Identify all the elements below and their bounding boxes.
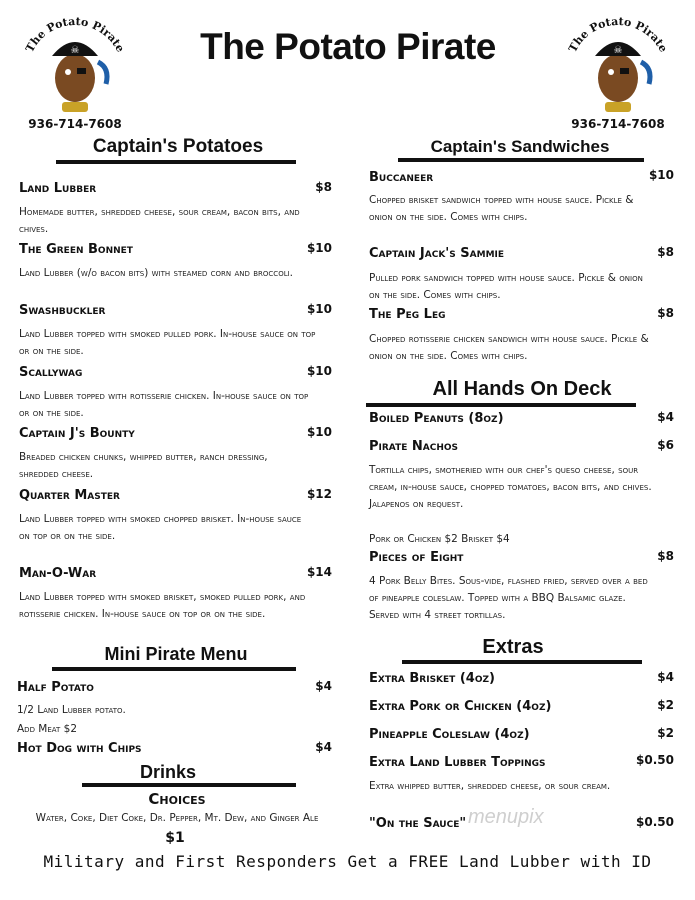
section-rule <box>82 783 296 787</box>
menu-item-price: $4 <box>657 410 674 424</box>
menu-item-description: Chopped brisket sandwich topped with house sauce. Pickle & onion on the side. Comes with chips. <box>369 194 634 223</box>
menu-item-description: Pulled pork sandwich topped with house sauce. Pickle & onion on the side. Comes with chips. <box>369 272 643 301</box>
menu-item-description: Chopped rotisserie chicken sandwich with house sauce. Pickle & onion on the side. Comes with chips. <box>369 333 649 362</box>
menu-item-description: 4 Pork Belly Bites. Sous-vide, flashed fried, served over a bed of pineapple coleslaw. Topped with a BBQ Balsamic glaze. Served with 4 street tortillas. <box>369 575 648 621</box>
menu-item-name: Half Potato <box>17 680 94 695</box>
drinks-subheading: Choices <box>148 790 206 808</box>
logo-phone: 936-714-7608 <box>28 117 122 131</box>
menu-item-price: $6 <box>657 438 674 452</box>
section-heading-captains-potatoes: Captain's Potatoes <box>92 136 264 157</box>
menu-item-name: Pineapple Coleslaw (4oz) <box>369 727 530 742</box>
menu-item-price: $4 <box>315 679 332 693</box>
svg-text:☠: ☠ <box>70 45 80 56</box>
section-rule <box>366 403 636 407</box>
menu-item-price: $10 <box>306 302 332 316</box>
menu-item-price: $10 <box>648 168 674 182</box>
section-rule <box>56 160 296 164</box>
page-title: The Potato Pirate <box>200 26 496 67</box>
menu-item-description: Breaded chicken chunks, whipped butter, ranch dressing, shredded cheese. <box>19 451 268 480</box>
menu-item-price: $0.50 <box>636 815 674 829</box>
menu-item-description: Land Lubber topped with smoked chopped brisket. In-house sauce on top or on the side. <box>19 513 302 542</box>
menu-item-description: Land Lubber topped with rotisserie chicken. In-house sauce on top or on the side. <box>19 390 309 419</box>
drinks-list: Water, Coke, Diet Coke, Dr. Pepper, Mt. Dew, and Ginger Ale <box>35 812 319 824</box>
menu-item-description: Homemade butter, shredded cheese, sour cream, bacon bits, and chives. <box>19 206 300 235</box>
menu-item-price: $8 <box>657 549 674 563</box>
menu-item-price: $4 <box>657 670 674 684</box>
menu-item-name: Boiled Peanuts (8oz) <box>369 411 504 426</box>
menu-item-note: Pork or Chicken $2 Brisket $4 <box>369 533 510 545</box>
menu-item-price: $2 <box>657 698 674 712</box>
logo-left <box>14 10 136 132</box>
menu-item-name: Quarter Master <box>19 488 120 503</box>
menu-item-name: Man-O-War <box>19 566 97 581</box>
menu-item-price: $4 <box>315 740 332 754</box>
logo-phone: 936-714-7608 <box>571 117 665 131</box>
menu-item-name: "On the Sauce" <box>369 816 467 831</box>
menu-item-price: $8 <box>657 245 674 259</box>
menu-item-name: Captain J's Bounty <box>19 426 135 441</box>
menu-item-description: Land Lubber topped with smoked pulled pork. In-house sauce on top or on the side. <box>19 328 316 357</box>
menu-item-description: Tortilla chips, smotheried with our chef's queso cheese, sour cream, in-house sauce, chopped tomatoes, bacon bits, and chives. Jalapenos on request. <box>369 464 652 510</box>
section-heading-drinks: Drinks <box>139 762 197 782</box>
menu-item-price: $12 <box>306 487 332 501</box>
menu-item-name: The Peg Leg <box>369 307 446 322</box>
drinks-price: $1 <box>165 830 185 846</box>
menu-item-name: Extra Land Lubber Toppings <box>369 755 546 770</box>
menu-item-name: Pirate Nachos <box>369 439 459 454</box>
watermark: menupix <box>468 806 544 828</box>
menu-item-name: Captain Jack's Sammie <box>369 246 505 261</box>
menu-item-price: $8 <box>657 306 674 320</box>
menu-item-description: Land Lubber (w/o bacon bits) with steamed corn and broccoli. <box>19 267 294 279</box>
svg-text:☠: ☠ <box>613 45 623 56</box>
menu-item-price: $8 <box>315 180 332 194</box>
logo-right <box>557 10 679 132</box>
menu-item-price: $2 <box>657 726 674 740</box>
menu-item-price: $10 <box>306 241 332 255</box>
logo-text: The Potato Pirate <box>566 14 670 55</box>
menu-item-description: Extra whipped butter, shredded cheese, or sour cream. <box>369 780 611 792</box>
menu-item-price: $14 <box>306 565 332 579</box>
menu-item-name: Extra Pork or Chicken (4oz) <box>369 699 552 714</box>
menu-item-name: The Green Bonnet <box>19 242 133 257</box>
menu-item-name: Extra Brisket (4oz) <box>369 671 495 686</box>
menu-item-name: Swashbuckler <box>19 303 106 318</box>
menu-item-price: $10 <box>306 425 332 439</box>
menu-item-price: $0.50 <box>636 753 674 767</box>
menu-item-name: Land Lubber <box>19 181 97 196</box>
menu-item-note: Add Meat $2 <box>17 723 78 735</box>
section-heading-mini-pirate-menu: Mini Pirate Menu <box>104 644 248 664</box>
section-rule <box>52 667 296 671</box>
menu-item-name: Buccaneer <box>369 170 434 185</box>
menu-item-description: Land Lubber topped with smoked brisket, smoked pulled pork, and rotisserie chicken. In-house sauce on top or on the side. <box>19 591 306 620</box>
menu-item-description: 1/2 Land Lubber potato. <box>17 704 126 716</box>
logo-text: The Potato Pirate <box>23 14 127 55</box>
menu-item-name: Pieces of Eight <box>369 550 464 565</box>
section-rule <box>398 158 644 162</box>
section-heading-extras: Extras <box>482 636 544 658</box>
menu-item-price: $10 <box>306 364 332 378</box>
section-heading-captains-sandwiches: Captain's Sandwiches <box>430 137 610 156</box>
menu-item-name: Hot Dog with Chips <box>17 741 142 756</box>
section-rule <box>402 660 642 664</box>
menu-item-name: Scallywag <box>19 365 83 380</box>
section-heading-all-hands-on-deck: All Hands On Deck <box>432 378 612 400</box>
footer-notice: Military and First Responders Get a FREE Land Lubber with ID <box>43 852 652 871</box>
